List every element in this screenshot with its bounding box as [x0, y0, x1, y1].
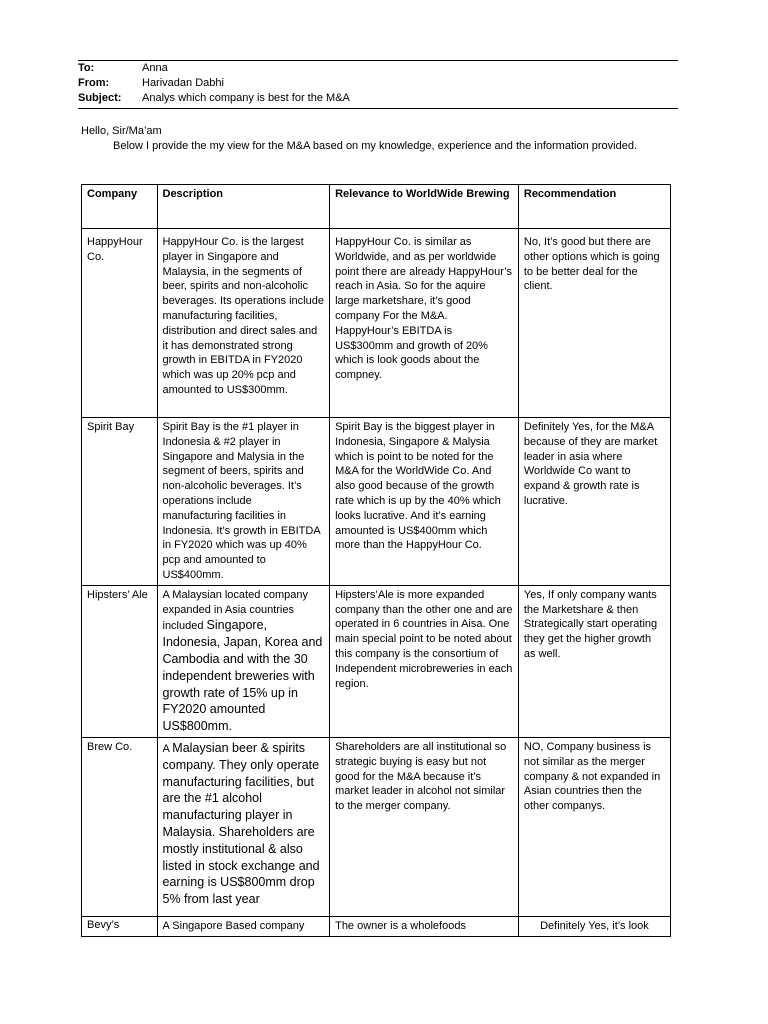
description-cell: A Singapore Based company	[157, 916, 330, 936]
description-cell: HappyHour Co. is the largest player in Singapore and Malaysia, in the segments of beer, spirits and non-alcoholic beverages. Its operations include manufacturing facilities, distribution and direct sales and it has demonstrated strong growth in EBITDA in FY2020 which was up 20% pcp and amounted to US$300mm.	[157, 229, 330, 418]
subject-row	[78, 91, 678, 106]
relevance-cell: Spirit Bay is the biggest player in Indonesia, Singapore & Malysia which is point to be noted for the M&A for the WorldWide Co. And also good because of the growth rate which is up by the 40% which looks lucrative. And it’s earning amounted is US$400mm which more than the HappyHour Co.	[330, 418, 519, 586]
header-description: Description	[157, 185, 330, 229]
header-company: Company	[82, 185, 158, 229]
to-label: To:	[78, 62, 95, 74]
table-header-row	[82, 185, 671, 229]
description-cell	[157, 585, 330, 737]
table-row	[82, 737, 671, 916]
company-cell: Spirit Bay	[82, 418, 158, 586]
company-cell: HappyHour Co.	[82, 229, 158, 418]
description-cell	[157, 737, 330, 916]
relevance-cell: The owner is a wholefoods	[330, 916, 519, 936]
subject-label: Subject:	[78, 92, 122, 104]
recommendation-cell: Definitely Yes, for the M&A because of they are market leader in asia where Worldwide Co want to expand & growth rate is lucrative.	[518, 418, 670, 586]
description-text-large: Malaysian beer & spirits company. They only operate manufacturing facilities, but are the #1 alcohol manufacturing player in Malaysia. Shareholders are mostly institutional & also listed in stock exchange and earning is US$800mm drop 5% from last year	[162, 740, 320, 907]
table-row	[82, 916, 671, 936]
header-recommendation: Recommendation	[518, 185, 670, 229]
from-value: Harivadan Dabhi	[142, 77, 224, 89]
table-row	[82, 418, 671, 586]
letter-body	[81, 124, 661, 154]
header-relevance: Relevance to WorldWide Brewing	[330, 185, 519, 229]
description-text-large: Singapore, Indonesia, Japan, Korea and Cambodia and with the 30 independent breweries with growth rate of 15% up in FY2020 amounted US$800mm.	[162, 618, 323, 734]
recommendation-cell: No, It’s good but there are other options which is going to be better deal for the client.	[518, 229, 670, 418]
company-cell: Bevy’s	[82, 916, 158, 936]
from-row	[78, 76, 678, 91]
from-label: From:	[78, 77, 110, 89]
description-text-small: A	[162, 742, 170, 755]
recommendation-cell: Definitely Yes, it’s look	[518, 916, 670, 936]
company-cell: Hipsters’ Ale	[82, 585, 158, 737]
description-text-small: A Malaysian located company expanded in Asia countries included	[162, 588, 309, 633]
table-row	[82, 229, 671, 418]
greeting-line: Hello, Sir/Ma’am	[81, 125, 162, 137]
to-row	[78, 61, 678, 76]
memo-header	[78, 60, 678, 109]
relevance-cell: HappyHour Co. is similar as Worldwide, and as per worldwide point there are already HappyHour’s reach in Asia. So for the aquire large marketshare, it’s good company For the M&A. HappyHour’s EBITDA is US$300mm and growth of 20% which is look goods about the compney.	[330, 229, 519, 418]
recommendation-cell: Yes, If only company wants the Marketshare & then Strategically start operating they get the higher growth as well.	[518, 585, 670, 737]
to-value: Anna	[142, 62, 168, 74]
subject-value: Analys which company is best for the M&A	[142, 92, 350, 104]
company-comparison-table	[81, 184, 671, 937]
description-cell: Spirit Bay is the #1 player in Indonesia & #2 player in Singapore and Malysia in the segment of beers, spirits and non-alcoholic beverages. It’s operations include manufacturing facilities in Indonesia. It’s growth in EBITDA in FY2020 which was up 40% pcp and amounted to US$400mm.	[157, 418, 330, 586]
recommendation-cell: NO, Company business is not similar as the merger company & not expanded in Asian countries then the other companys.	[518, 737, 670, 916]
header-bottom-rule	[78, 108, 678, 109]
table-row	[82, 585, 671, 737]
intro-paragraph: Below I provide the my view for the M&A based on my knowledge, experience and the information provided.	[113, 140, 638, 152]
relevance-cell: Hipsters’Ale is more expanded company than the other one and are operated in 6 countries in Aisa. One main special point to be noted about this company is the consortium of Independent microbreweries in each region.	[330, 585, 519, 737]
relevance-cell: Shareholders are all institutional so strategic buying is easy but not good for the M&A because it’s market leader in alcohol not similar to the merger company.	[330, 737, 519, 916]
company-cell: Brew Co.	[82, 737, 158, 916]
